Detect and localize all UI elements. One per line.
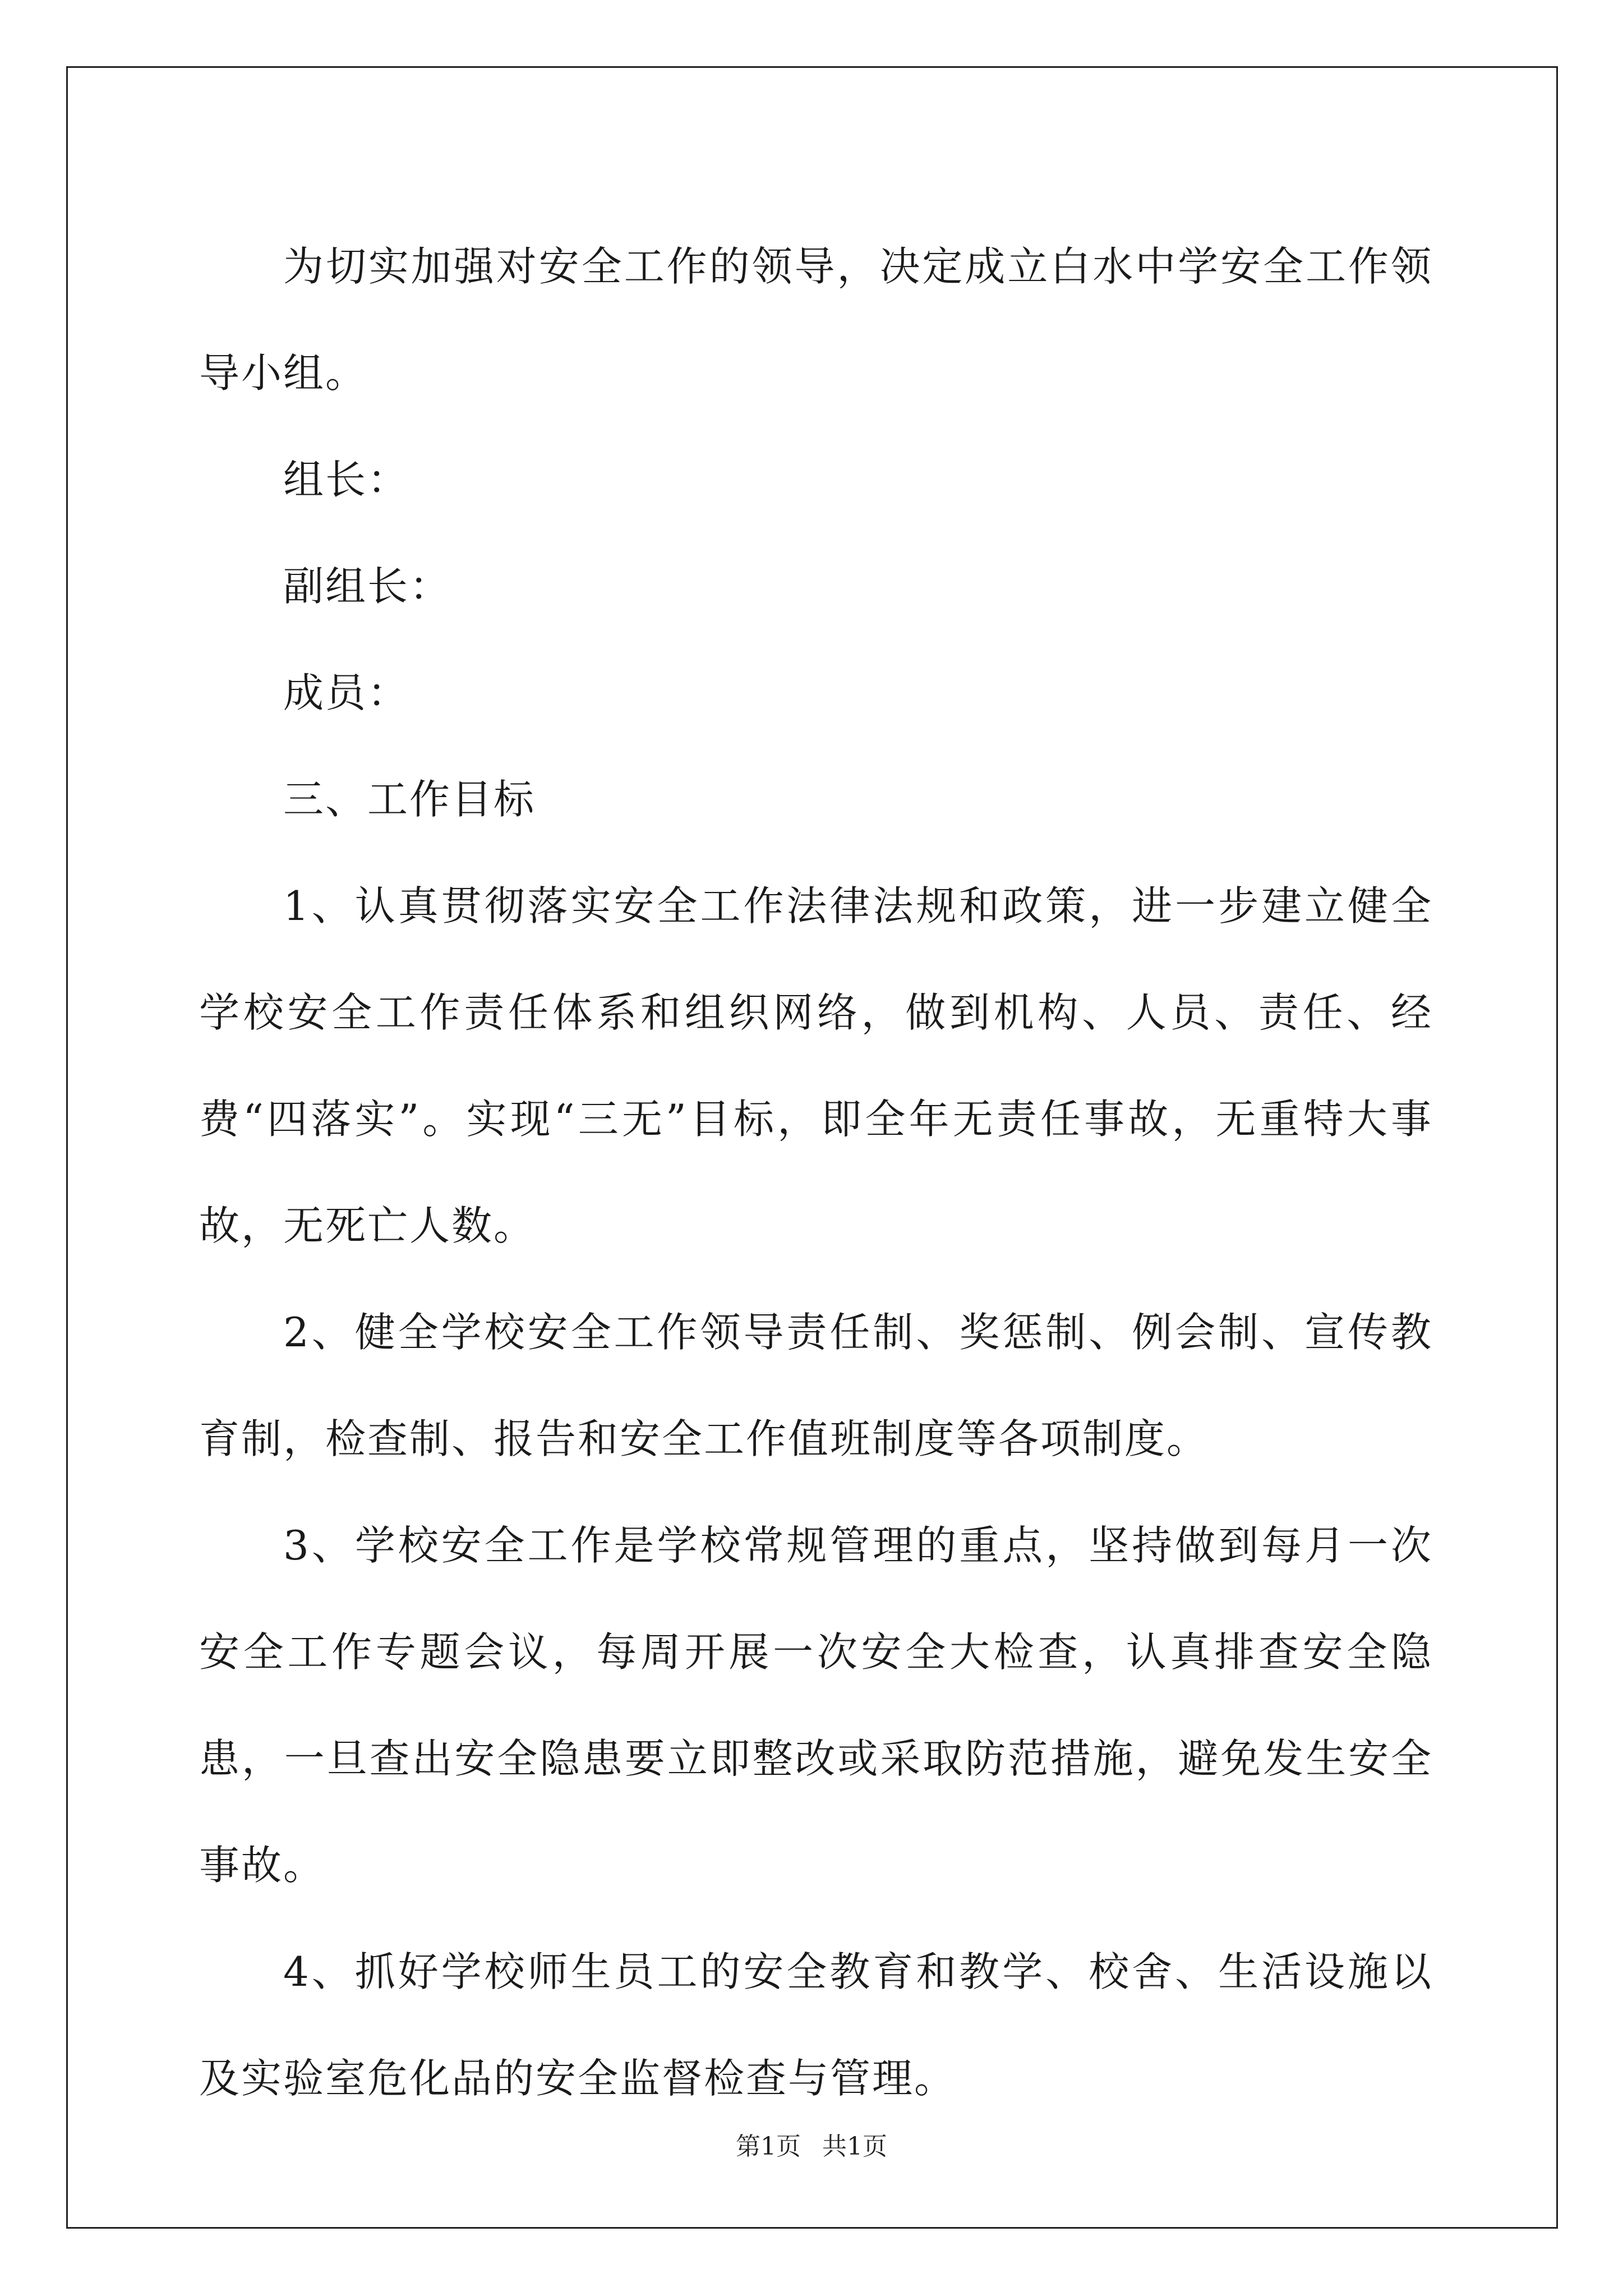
paragraph-goal-4: 4、抓好学校师生员工的安全教育和教学、校舍、生活设施以及实验室危化品的安全监督检查与管理。 xyxy=(199,1948,1433,2102)
paragraph-members: 成员： xyxy=(283,669,410,716)
page-number: 第1页 xyxy=(736,2132,801,2161)
paragraph-goal-1: 1、认真贯彻落实安全工作法律法规和政策，进一步建立健全学校安全工作责任体系和组织网络，做到机构、人员、责任、经费“四落实”。实现“三无”目标，即全年无责任事故，无重特大事故，无死亡人数。 xyxy=(199,882,1433,1249)
page-footer xyxy=(0,2126,1623,2162)
paragraph-leadership-group: 为切实加强对安全工作的领导，决定成立白水中学安全工作领导小组。 xyxy=(199,243,1433,397)
section-heading-goals: 三、工作目标 xyxy=(283,776,536,823)
paragraph-goal-2: 2、健全学校安全工作领导责任制、奖惩制、例会制、宣传教育制，检查制、报告和安全工作值班制度等各项制度。 xyxy=(199,1309,1433,1462)
paragraph-group-leader: 组长： xyxy=(283,456,410,503)
document-body xyxy=(199,213,1433,2132)
page-total: 共1页 xyxy=(822,2132,887,2161)
paragraph-deputy-leader: 副组长： xyxy=(283,563,452,610)
paragraph-goal-3: 3、学校安全工作是学校常规管理的重点，坚持做到每月一次安全工作专题会议，每周开展一次安全大检查，认真排查安全隐患，一旦查出安全隐患要立即整改或采取防范措施，避免发生安全事故。 xyxy=(199,1522,1433,1889)
